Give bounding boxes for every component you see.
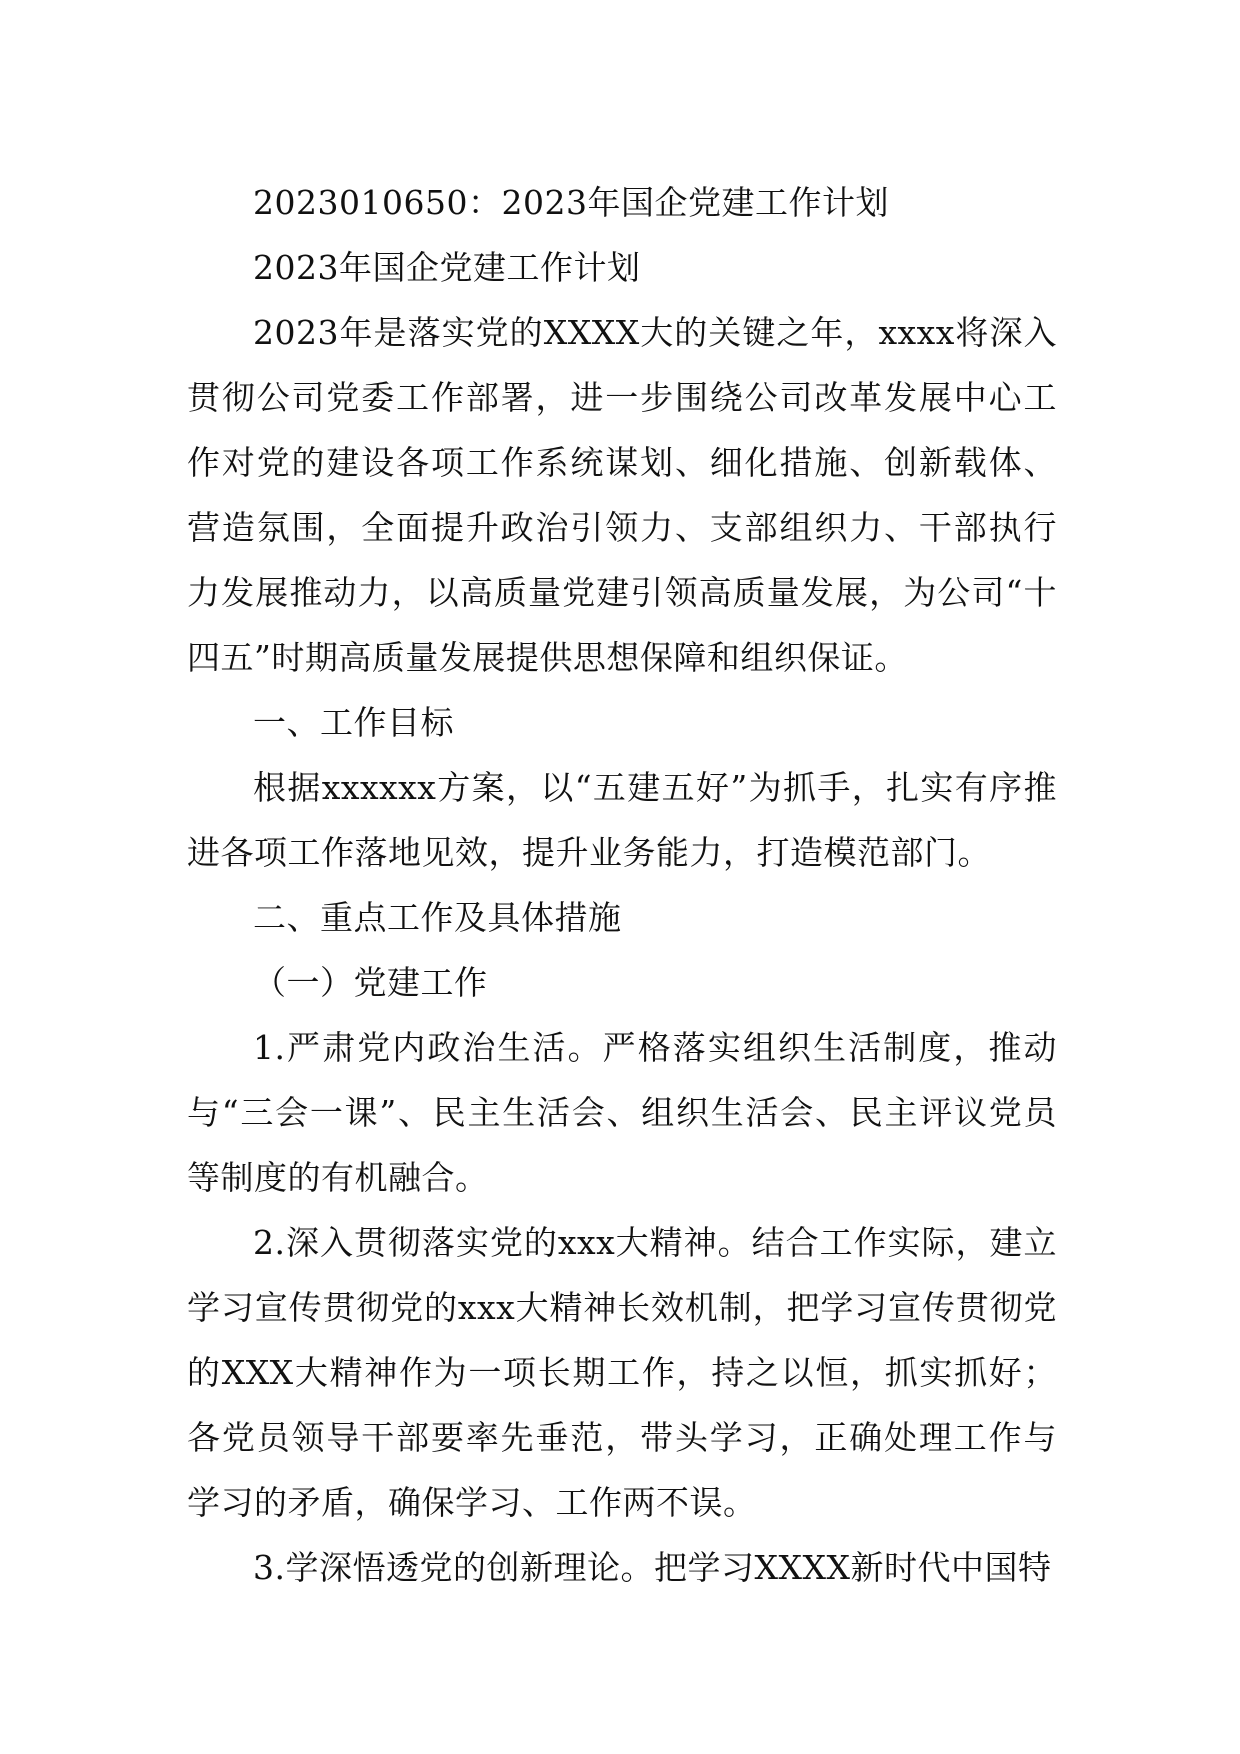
item-2-paragraph: 2.深入贯彻落实党的xxx大精神。结合工作实际，建立学习宣传贯彻党的xxx大精神长效机制，把学习宣传贯彻党的XXX大精神作为一项长期工作，持之以恒，抓实抓好；各党员领导干部要率先垂范，带头学习，正确处理工作与学习的矛盾，确保学习、工作两不误。 bbox=[187, 1223, 1057, 1522]
section-heading-key-work: 二、重点工作及具体措施 bbox=[253, 898, 622, 937]
subsection-heading-party-building: （一）党建工作 bbox=[253, 963, 488, 1002]
intro-paragraph: 2023年是落实党的XXXX大的关键之年，xxxx将深入贯彻公司党委工作部署，进一步围绕公司改革发展中心工作对党的建设各项工作系统谋划、细化措施、创新载体、营造氛围，全面提升政治引领力、支部组织力、干部执行力发展推动力，以高质量党建引领高质量发展，为公司“十四五”时期高质量发展提供思想保障和组织保证。 bbox=[187, 313, 1057, 677]
item-1-paragraph: 1.严肃党内政治生活。严格落实组织生活制度，推动与“三会一课”、民主生活会、组织生活会、民主评议党员等制度的有机融合。 bbox=[187, 1028, 1057, 1197]
document-title: 2023年国企党建工作计划 bbox=[253, 248, 641, 287]
section-heading-goals: 一、工作目标 bbox=[253, 703, 454, 742]
item-3-paragraph: 3.学深悟透党的创新理论。把学习XXXX新时代中国特 bbox=[253, 1548, 1052, 1587]
goals-paragraph: 根据xxxxxx方案，以“五建五好”为抓手，扎实有序推进各项工作落地见效，提升业务能力，打造模范部门。 bbox=[187, 768, 1057, 872]
document-body bbox=[187, 170, 1057, 1600]
document-id-title: 2023010650：2023年国企党建工作计划 bbox=[253, 183, 889, 222]
